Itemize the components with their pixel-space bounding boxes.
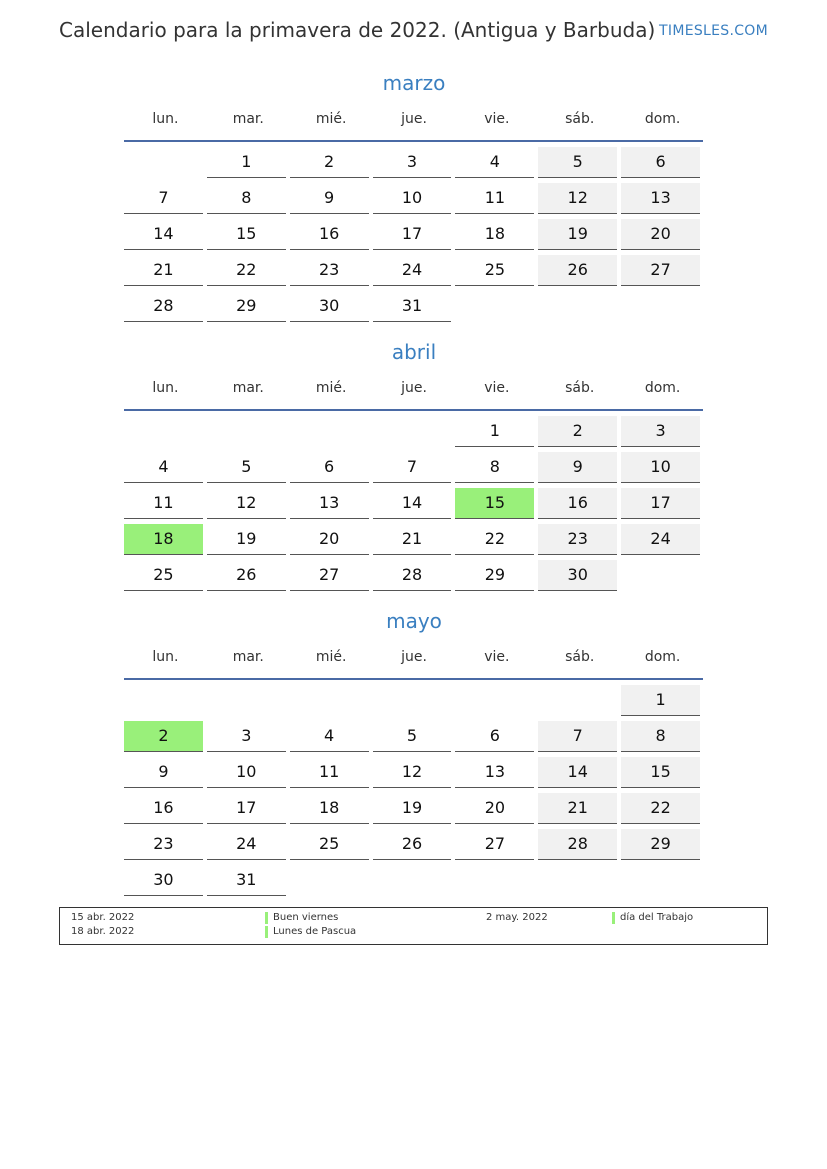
empty-day-cell [290,865,373,901]
day-number [455,685,534,715]
weekday-label: vie. [484,380,510,396]
weekend-day-cell [621,829,704,865]
day-cell [455,219,538,255]
weekday-label: dom. [644,649,681,665]
day-number: 6 [621,147,700,178]
empty-day-cell [373,416,456,452]
header-divider [124,140,703,142]
month-title: abril [391,340,437,364]
weekend-day-cell [538,524,621,560]
weekday-label: mié. [315,111,347,127]
weekend-day-cell [621,488,704,524]
day-number: 4 [290,721,369,752]
day-cell [290,757,373,793]
day-number: 24 [207,829,286,860]
weekday-label: jue. [401,380,427,396]
day-cell [455,147,538,183]
month-title: marzo [382,71,446,95]
weekend-day-cell [538,255,621,291]
header-divider [124,409,703,411]
day-number [373,416,452,446]
weekday-label: vie. [484,649,510,665]
weekend-day-cell [538,829,621,865]
weekday-label: mié. [315,649,347,665]
day-number: 27 [455,829,534,860]
week-row [124,685,704,721]
day-number: 3 [621,416,700,447]
month-title: mayo [386,609,442,633]
weekend-day-cell [621,147,704,183]
day-number [538,685,617,715]
day-number: 8 [455,452,534,483]
day-number: 18 [124,524,203,555]
month-march [124,68,704,327]
day-cell [124,793,207,829]
week-row [124,452,704,488]
day-number: 15 [455,488,534,519]
day-number: 25 [290,829,369,860]
day-cell [207,147,290,183]
day-number: 16 [290,219,369,250]
day-cell [207,488,290,524]
day-number: 19 [373,793,452,824]
day-number: 14 [124,219,203,250]
day-number: 8 [621,721,700,752]
weekday-label: jue. [401,111,427,127]
header-divider [124,678,703,680]
day-number: 11 [455,183,534,214]
holiday-day-cell [124,721,207,757]
day-cell [455,183,538,219]
weekend-day-cell [621,757,704,793]
day-number: 27 [290,560,369,591]
day-number: 11 [124,488,203,519]
day-number: 30 [290,291,369,322]
day-number: 30 [538,560,617,591]
day-cell [290,219,373,255]
empty-day-cell [290,416,373,452]
day-number: 10 [207,757,286,788]
legend-holiday-name: Lunes de Pascua [265,926,356,938]
weekend-day-cell [538,757,621,793]
day-cell [124,219,207,255]
day-cell [373,183,456,219]
day-number: 29 [207,291,286,322]
day-number [621,865,700,895]
empty-day-cell [290,685,373,721]
empty-day-cell [538,291,621,327]
day-number: 8 [207,183,286,214]
legend-date: 2 may. 2022 [486,912,548,923]
day-number: 20 [621,219,700,250]
day-number: 1 [621,685,700,716]
day-number: 4 [124,452,203,483]
day-number: 13 [290,488,369,519]
weekend-day-cell [621,255,704,291]
weekend-day-cell [538,560,621,596]
day-cell [207,291,290,327]
day-number: 7 [538,721,617,752]
day-number: 20 [290,524,369,555]
day-number: 28 [124,291,203,322]
week-row [124,865,704,901]
day-number: 17 [207,793,286,824]
day-number: 16 [124,793,203,824]
weekday-label: vie. [484,111,510,127]
day-cell [207,793,290,829]
day-number: 11 [290,757,369,788]
day-number: 5 [207,452,286,483]
day-cell [290,560,373,596]
day-cell [290,793,373,829]
day-number: 25 [124,560,203,591]
day-cell [124,183,207,219]
day-cell [290,488,373,524]
weekend-day-cell [538,721,621,757]
day-number: 29 [455,560,534,591]
day-cell [373,452,456,488]
day-grid [124,685,704,901]
day-number: 22 [455,524,534,555]
day-number [290,865,369,895]
day-number: 22 [621,793,700,824]
holiday-day-cell [124,524,207,560]
day-number: 31 [207,865,286,896]
weekday-label: mar. [232,380,264,396]
week-row [124,183,704,219]
day-number: 17 [373,219,452,250]
day-number [621,560,700,590]
legend-date: 15 abr. 2022 [71,912,135,923]
day-number: 28 [373,560,452,591]
weekday-label: dom. [644,380,681,396]
day-cell [455,255,538,291]
day-number [124,685,203,715]
day-cell [290,183,373,219]
day-cell [373,793,456,829]
day-cell [207,452,290,488]
week-row [124,524,704,560]
holiday-legend [59,907,768,945]
month-may [124,606,704,901]
week-row [124,255,704,291]
day-number: 29 [621,829,700,860]
empty-day-cell [621,865,704,901]
day-number: 26 [373,829,452,860]
day-number: 17 [621,488,700,519]
day-number: 7 [124,183,203,214]
day-number: 3 [207,721,286,752]
day-number [207,416,286,446]
week-row [124,560,704,596]
week-row [124,757,704,793]
weekend-day-cell [621,524,704,560]
day-number: 14 [373,488,452,519]
empty-day-cell [455,291,538,327]
empty-day-cell [207,685,290,721]
day-cell [455,829,538,865]
day-number: 12 [538,183,617,214]
day-number [455,291,534,321]
day-number [124,147,203,177]
day-cell [290,291,373,327]
empty-day-cell [373,685,456,721]
day-number: 31 [373,291,452,322]
day-number: 23 [124,829,203,860]
day-cell [207,219,290,255]
weekend-day-cell [621,685,704,721]
day-cell [290,452,373,488]
holiday-day-cell [455,488,538,524]
day-cell [455,524,538,560]
day-cell [290,147,373,183]
day-number [373,685,452,715]
day-number [538,291,617,321]
weekday-label: mar. [232,111,264,127]
day-number: 3 [373,147,452,178]
empty-day-cell [207,416,290,452]
day-number: 13 [455,757,534,788]
day-cell [124,829,207,865]
legend-holiday-name: día del Trabajo [612,912,693,924]
weekday-header [124,104,704,134]
day-number [621,291,700,321]
week-row [124,416,704,452]
day-number: 1 [455,416,534,447]
day-number: 20 [455,793,534,824]
day-number: 15 [207,219,286,250]
day-number: 16 [538,488,617,519]
weekend-day-cell [538,147,621,183]
day-number: 9 [124,757,203,788]
day-number: 23 [290,255,369,286]
weekday-label: mié. [315,380,347,396]
site-link[interactable]: TIMESLES.COM [659,23,768,39]
day-cell [290,255,373,291]
day-cell [207,255,290,291]
empty-day-cell [621,291,704,327]
day-cell [455,793,538,829]
page-header [59,18,768,48]
day-cell [455,416,538,452]
day-number: 24 [373,255,452,286]
day-number: 24 [621,524,700,555]
day-number: 6 [290,452,369,483]
day-number: 21 [373,524,452,555]
weekend-day-cell [538,416,621,452]
day-cell [373,291,456,327]
week-row [124,829,704,865]
weekend-day-cell [538,488,621,524]
day-grid [124,147,704,327]
weekend-day-cell [538,793,621,829]
day-number: 19 [207,524,286,555]
day-number: 5 [373,721,452,752]
weekday-label: mar. [232,649,264,665]
week-row [124,721,704,757]
day-number: 10 [621,452,700,483]
day-number: 22 [207,255,286,286]
day-cell [373,147,456,183]
day-number: 18 [455,219,534,250]
weekday-label: sáb. [565,649,595,665]
day-number: 12 [207,488,286,519]
page-title: Calendario para la primavera de 2022. (Antigua y Barbuda) [59,18,656,42]
day-number [538,865,617,895]
empty-day-cell [455,685,538,721]
weekday-label: lun. [152,111,179,127]
day-number [373,865,452,895]
day-cell [124,255,207,291]
day-cell [373,560,456,596]
day-cell [373,524,456,560]
day-number: 21 [538,793,617,824]
day-number [207,685,286,715]
day-cell [373,757,456,793]
empty-day-cell [538,685,621,721]
day-number: 19 [538,219,617,250]
day-cell [124,452,207,488]
day-cell [455,721,538,757]
week-row [124,488,704,524]
day-number: 18 [290,793,369,824]
weekday-header [124,642,704,672]
day-number: 30 [124,865,203,896]
weekday-label: jue. [401,649,427,665]
day-number: 28 [538,829,617,860]
day-cell [207,829,290,865]
day-number: 2 [538,416,617,447]
weekday-header [124,373,704,403]
empty-day-cell [124,685,207,721]
day-cell [207,757,290,793]
day-cell [455,452,538,488]
day-cell [207,524,290,560]
day-cell [207,560,290,596]
empty-day-cell [455,865,538,901]
day-number: 2 [290,147,369,178]
day-number: 25 [455,255,534,286]
day-number: 14 [538,757,617,788]
weekend-day-cell [621,183,704,219]
day-number: 4 [455,147,534,178]
day-cell [373,255,456,291]
weekend-day-cell [621,452,704,488]
empty-day-cell [124,416,207,452]
day-cell [124,865,207,901]
weekday-label: lun. [152,380,179,396]
day-number: 1 [207,147,286,178]
weekend-day-cell [538,452,621,488]
day-cell [373,219,456,255]
weekday-label: sáb. [565,380,595,396]
empty-day-cell [124,147,207,183]
day-grid [124,416,704,596]
day-number: 10 [373,183,452,214]
week-row [124,291,704,327]
day-number: 21 [124,255,203,286]
day-cell [124,291,207,327]
empty-day-cell [373,865,456,901]
week-row [124,793,704,829]
day-cell [290,721,373,757]
legend-holiday-name: Buen viernes [265,912,338,924]
day-cell [373,829,456,865]
day-number [290,685,369,715]
day-cell [373,721,456,757]
weekday-label: dom. [644,111,681,127]
weekend-day-cell [621,219,704,255]
day-number: 26 [207,560,286,591]
day-cell [373,488,456,524]
empty-day-cell [538,865,621,901]
week-row [124,147,704,183]
day-number: 13 [621,183,700,214]
day-cell [455,560,538,596]
weekend-day-cell [621,793,704,829]
day-cell [207,721,290,757]
day-number: 7 [373,452,452,483]
day-number: 12 [373,757,452,788]
weekday-label: lun. [152,649,179,665]
month-april [124,337,704,596]
empty-day-cell [621,560,704,596]
weekend-day-cell [621,416,704,452]
day-number [290,416,369,446]
day-number: 26 [538,255,617,286]
day-cell [124,757,207,793]
legend-date: 18 abr. 2022 [71,926,135,937]
day-cell [124,488,207,524]
day-number: 27 [621,255,700,286]
day-number: 9 [290,183,369,214]
weekday-label: sáb. [565,111,595,127]
week-row [124,219,704,255]
day-number [455,865,534,895]
day-number: 9 [538,452,617,483]
day-number: 2 [124,721,203,752]
day-cell [290,829,373,865]
day-number: 23 [538,524,617,555]
day-number [124,416,203,446]
day-number: 15 [621,757,700,788]
day-cell [290,524,373,560]
weekend-day-cell [621,721,704,757]
weekend-day-cell [538,219,621,255]
day-cell [207,183,290,219]
day-cell [207,865,290,901]
day-cell [124,560,207,596]
day-number: 6 [455,721,534,752]
weekend-day-cell [538,183,621,219]
day-cell [455,757,538,793]
day-number: 5 [538,147,617,178]
